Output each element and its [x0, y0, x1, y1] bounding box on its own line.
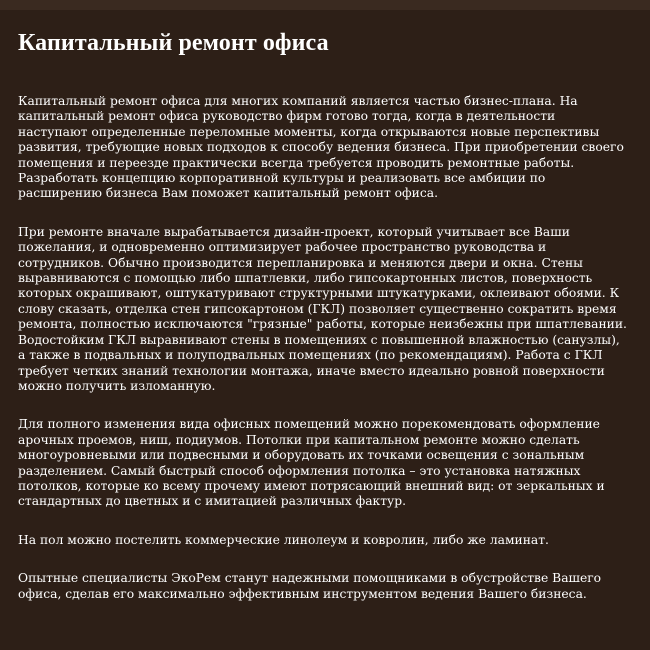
- article-paragraph: Для полного изменения вида офисных помещений можно порекомендовать оформление арочных проемов, ниш, подиумов. Потолки при капитальном ремонте можно сделать многоуровневыми или подвесными и оборудовать их точками освещения с зональным разделением. Самый быстрый способ оформления потолка – это установка натяжных потолков, которые ко всему прочему имеют потрясающий внешний вид: от зеркальных и стандартных до цветных и с имитацией различных фактур.: [18, 417, 605, 509]
- article-paragraph: При ремонте вначале вырабатывается дизайн-проект, который учитывает все Ваши пожелания, и одновременно оптимизирует рабочее пространство руководства и сотрудников. Обычно производится перепланировка и меняются двери и окна. Стены выравниваются с помощью либо шпатлевки, либо гипсокартонных листов, поверхность которых окрашивают, оштукатуривают структурными штукатурками, оклеивают обоями. К слову сказать, отделка стен гипсокартоном (ГКЛ) позволяет существенно сократить время ремонта, полностью исключаются "грязные" работы, которые неизбежны при шпатлевании. Водостойким ГКЛ выравнивают стены в помещениях с повышенной влажностью (санузлы), а также в подвальных и полуподвальных помещениях (по рекомендациям). Работа с ГКЛ требует четких знаний технологии монтажа, иначе вместо идеально ровной поверхности можно получить изломанную.: [18, 224, 627, 393]
- page-title: Капитальный ремонт офиса: [18, 30, 329, 56]
- article-content: [18, 28, 628, 625]
- article-paragraph: Капитальный ремонт офиса для многих компаний является частью бизнес-плана. На капитальный ремонт офиса руководство фирм готово тогда, когда в деятельности наступают определенные переломные моменты, когда открываются новые перспективы развития, требующие новых подходов к способу ведения бизнеса. При приобретении своего помещения и переезде практически всегда требуется проводить ремонтные работы. Разработать концепцию корпоративной культуры и реализовать все амбиции по расширению бизнеса Вам поможет капитальный ремонт офиса.: [18, 94, 624, 201]
- top-bar: [0, 0, 650, 10]
- article-paragraph: На пол можно постелить коммерческие линолеум и ковролин, либо же ламинат.: [18, 532, 549, 547]
- article-paragraph: Опытные специалисты ЭкоРем станут надежными помощниками в обустройстве Вашего офиса, сделав его максимально эффективным инструментом ведения Вашего бизнеса.: [18, 571, 602, 601]
